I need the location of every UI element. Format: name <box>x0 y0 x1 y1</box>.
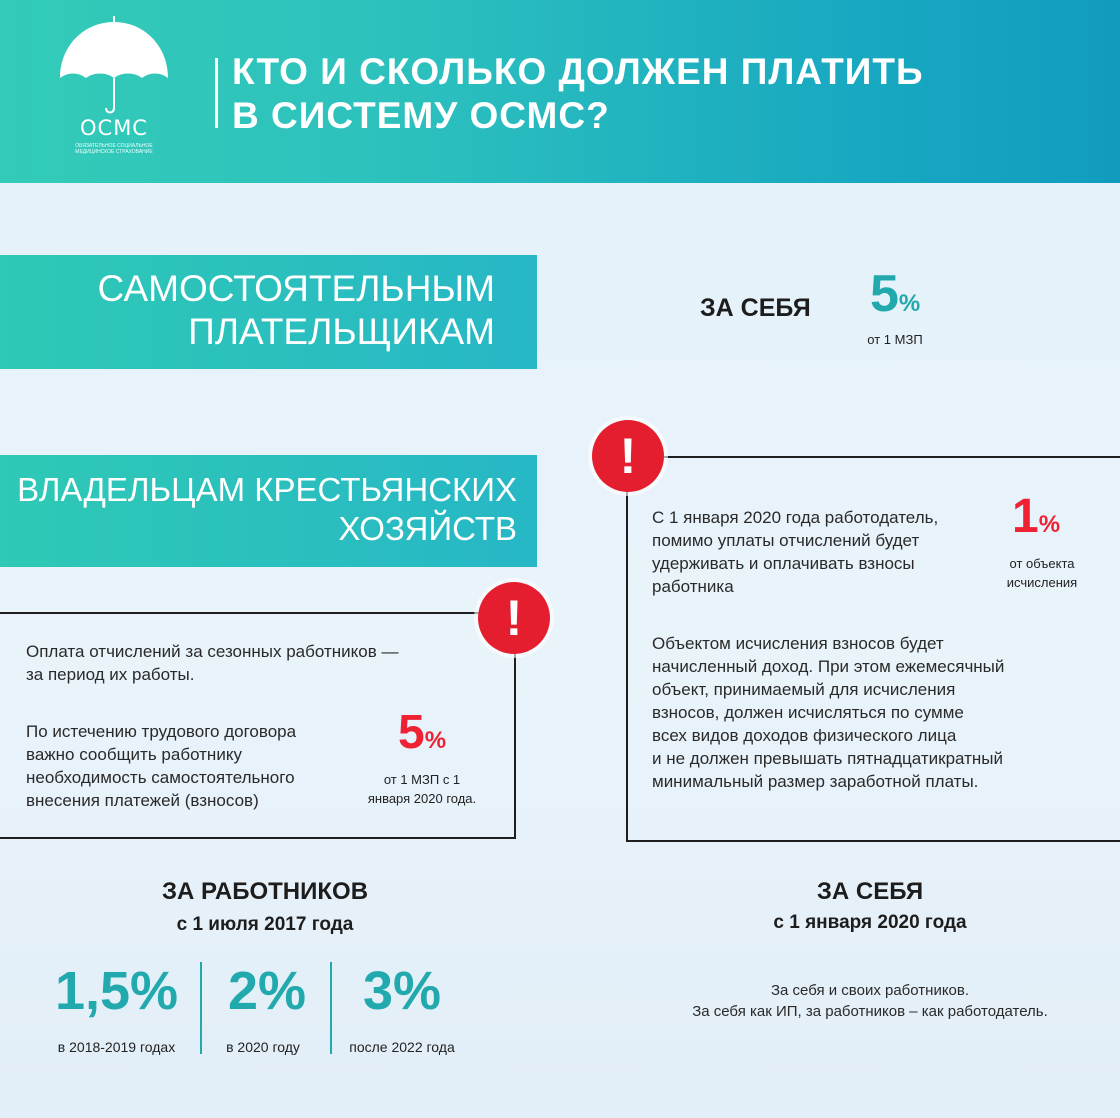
farm-owners-line-1: ВЛАДЕЛЬЦАМ КРЕСТЬЯНСКИХ <box>17 471 517 508</box>
self-payers-line-1: САМОСТОЯТЕЛЬНЫМ <box>97 268 495 309</box>
employer-rate <box>1012 490 1060 555</box>
self-payers-banner <box>0 255 537 369</box>
rate-2022-note: после 2022 года <box>349 1039 455 1055</box>
self-payers-rate-note: от 1 МЗП <box>867 332 923 347</box>
rate-sign: % <box>424 727 447 754</box>
text-line: минимальный размер заработной платы. <box>652 772 979 791</box>
note-line: января 2020 года. <box>367 791 477 806</box>
title-line-1: КТО И СКОЛЬКО ДОЛЖЕН ПЛАТИТЬ <box>232 51 924 92</box>
title-line-2: В СИСТЕМУ ОСМС? <box>232 95 610 136</box>
text-line: начисленный доход. При этом ежемесячный <box>652 657 1005 676</box>
farm-seasonal-paragraph <box>26 640 476 686</box>
for-employees-title: ЗА РАБОТНИКОВ <box>161 878 369 905</box>
income-object-paragraph <box>652 632 1102 793</box>
text-line: За себя как ИП, за работников – как работодатель. <box>692 1003 1048 1020</box>
rate-number: 5 <box>398 706 425 759</box>
for-self-subtitle: с 1 января 2020 года <box>773 912 967 933</box>
text-line: взносов, должен исчисляться по сумме <box>652 703 964 722</box>
umbrella-icon <box>52 16 176 116</box>
alert-icon: ! <box>592 420 664 492</box>
for-self-title: ЗА СЕБЯ <box>816 878 924 905</box>
text-line: за период их работы. <box>26 665 195 684</box>
text-line: По истечению трудового договора <box>26 722 297 741</box>
text-line: работника <box>652 577 734 596</box>
farm-owners-line-2: ХОЗЯЙСТВ <box>338 510 517 547</box>
rate-divider <box>330 962 332 1054</box>
self-payers-for-self: ЗА СЕБЯ <box>700 294 811 322</box>
text-line: необходимость самостоятельного <box>26 768 295 787</box>
rate-2020-note: в 2020 году <box>226 1039 300 1055</box>
text-line: и не должен превышать пятнадцатикратный <box>652 749 1004 768</box>
rate-2020-value: 2% <box>227 961 307 1021</box>
note-line: от объекта <box>1009 556 1075 571</box>
page-title <box>232 50 1092 138</box>
text-line: За себя и своих работников. <box>770 982 970 999</box>
text-line: Объектом исчисления взносов будет <box>652 634 944 653</box>
note-line: от 1 МЗП с 1 <box>383 772 461 787</box>
alert-icon: ! <box>478 582 550 654</box>
self-payers-line-2: ПЛАТЕЛЬЩИКАМ <box>188 311 495 352</box>
text-line: всех видов доходов физического лица <box>652 726 957 745</box>
text-line: помимо уплаты отчислений будет <box>652 531 920 550</box>
employer-paragraph <box>652 506 992 598</box>
logo-text: ОСМС <box>80 116 148 140</box>
rate-2018-2019-note: в 2018-2019 годах <box>57 1039 176 1055</box>
note-line: исчисления <box>1006 575 1078 590</box>
text-line: объект, принимаемый для исчисления <box>652 680 956 699</box>
rate-2022-value: 3% <box>362 961 442 1021</box>
self-payers-rate <box>870 266 920 335</box>
farm-contract-paragraph <box>26 720 356 812</box>
header-banner <box>0 0 1120 183</box>
farm-owners-banner <box>0 455 537 567</box>
for-self-description <box>640 980 1100 1022</box>
for-employees-subtitle: с 1 июля 2017 года <box>176 914 354 935</box>
rate-divider <box>200 962 202 1054</box>
rate-number: 5 <box>870 265 899 323</box>
osms-logo <box>52 16 176 166</box>
farm-owners-rate-note <box>352 770 492 808</box>
rate-2018-2019-value: 1,5% <box>54 961 179 1021</box>
rate-sign: % <box>898 290 921 317</box>
text-line: С 1 января 2020 года работодатель, <box>652 508 939 527</box>
header-divider <box>215 58 218 128</box>
farm-owners-rate <box>398 706 446 771</box>
text-line: важно сообщить работнику <box>26 745 242 764</box>
rate-sign: % <box>1038 511 1061 538</box>
rate-number: 1 <box>1012 490 1039 543</box>
text-line: Оплата отчислений за сезонных работников — <box>26 642 399 661</box>
text-line: внесения платежей (взносов) <box>26 791 259 810</box>
text-line: удерживать и оплачивать взносы <box>652 554 915 573</box>
logo-subtitle: ОБЯЗАТЕЛЬНОЕ СОЦИАЛЬНОЕ МЕДИЦИНСКОЕ СТРАХОВАНИЕ <box>75 143 153 155</box>
employer-rate-note <box>990 554 1094 592</box>
